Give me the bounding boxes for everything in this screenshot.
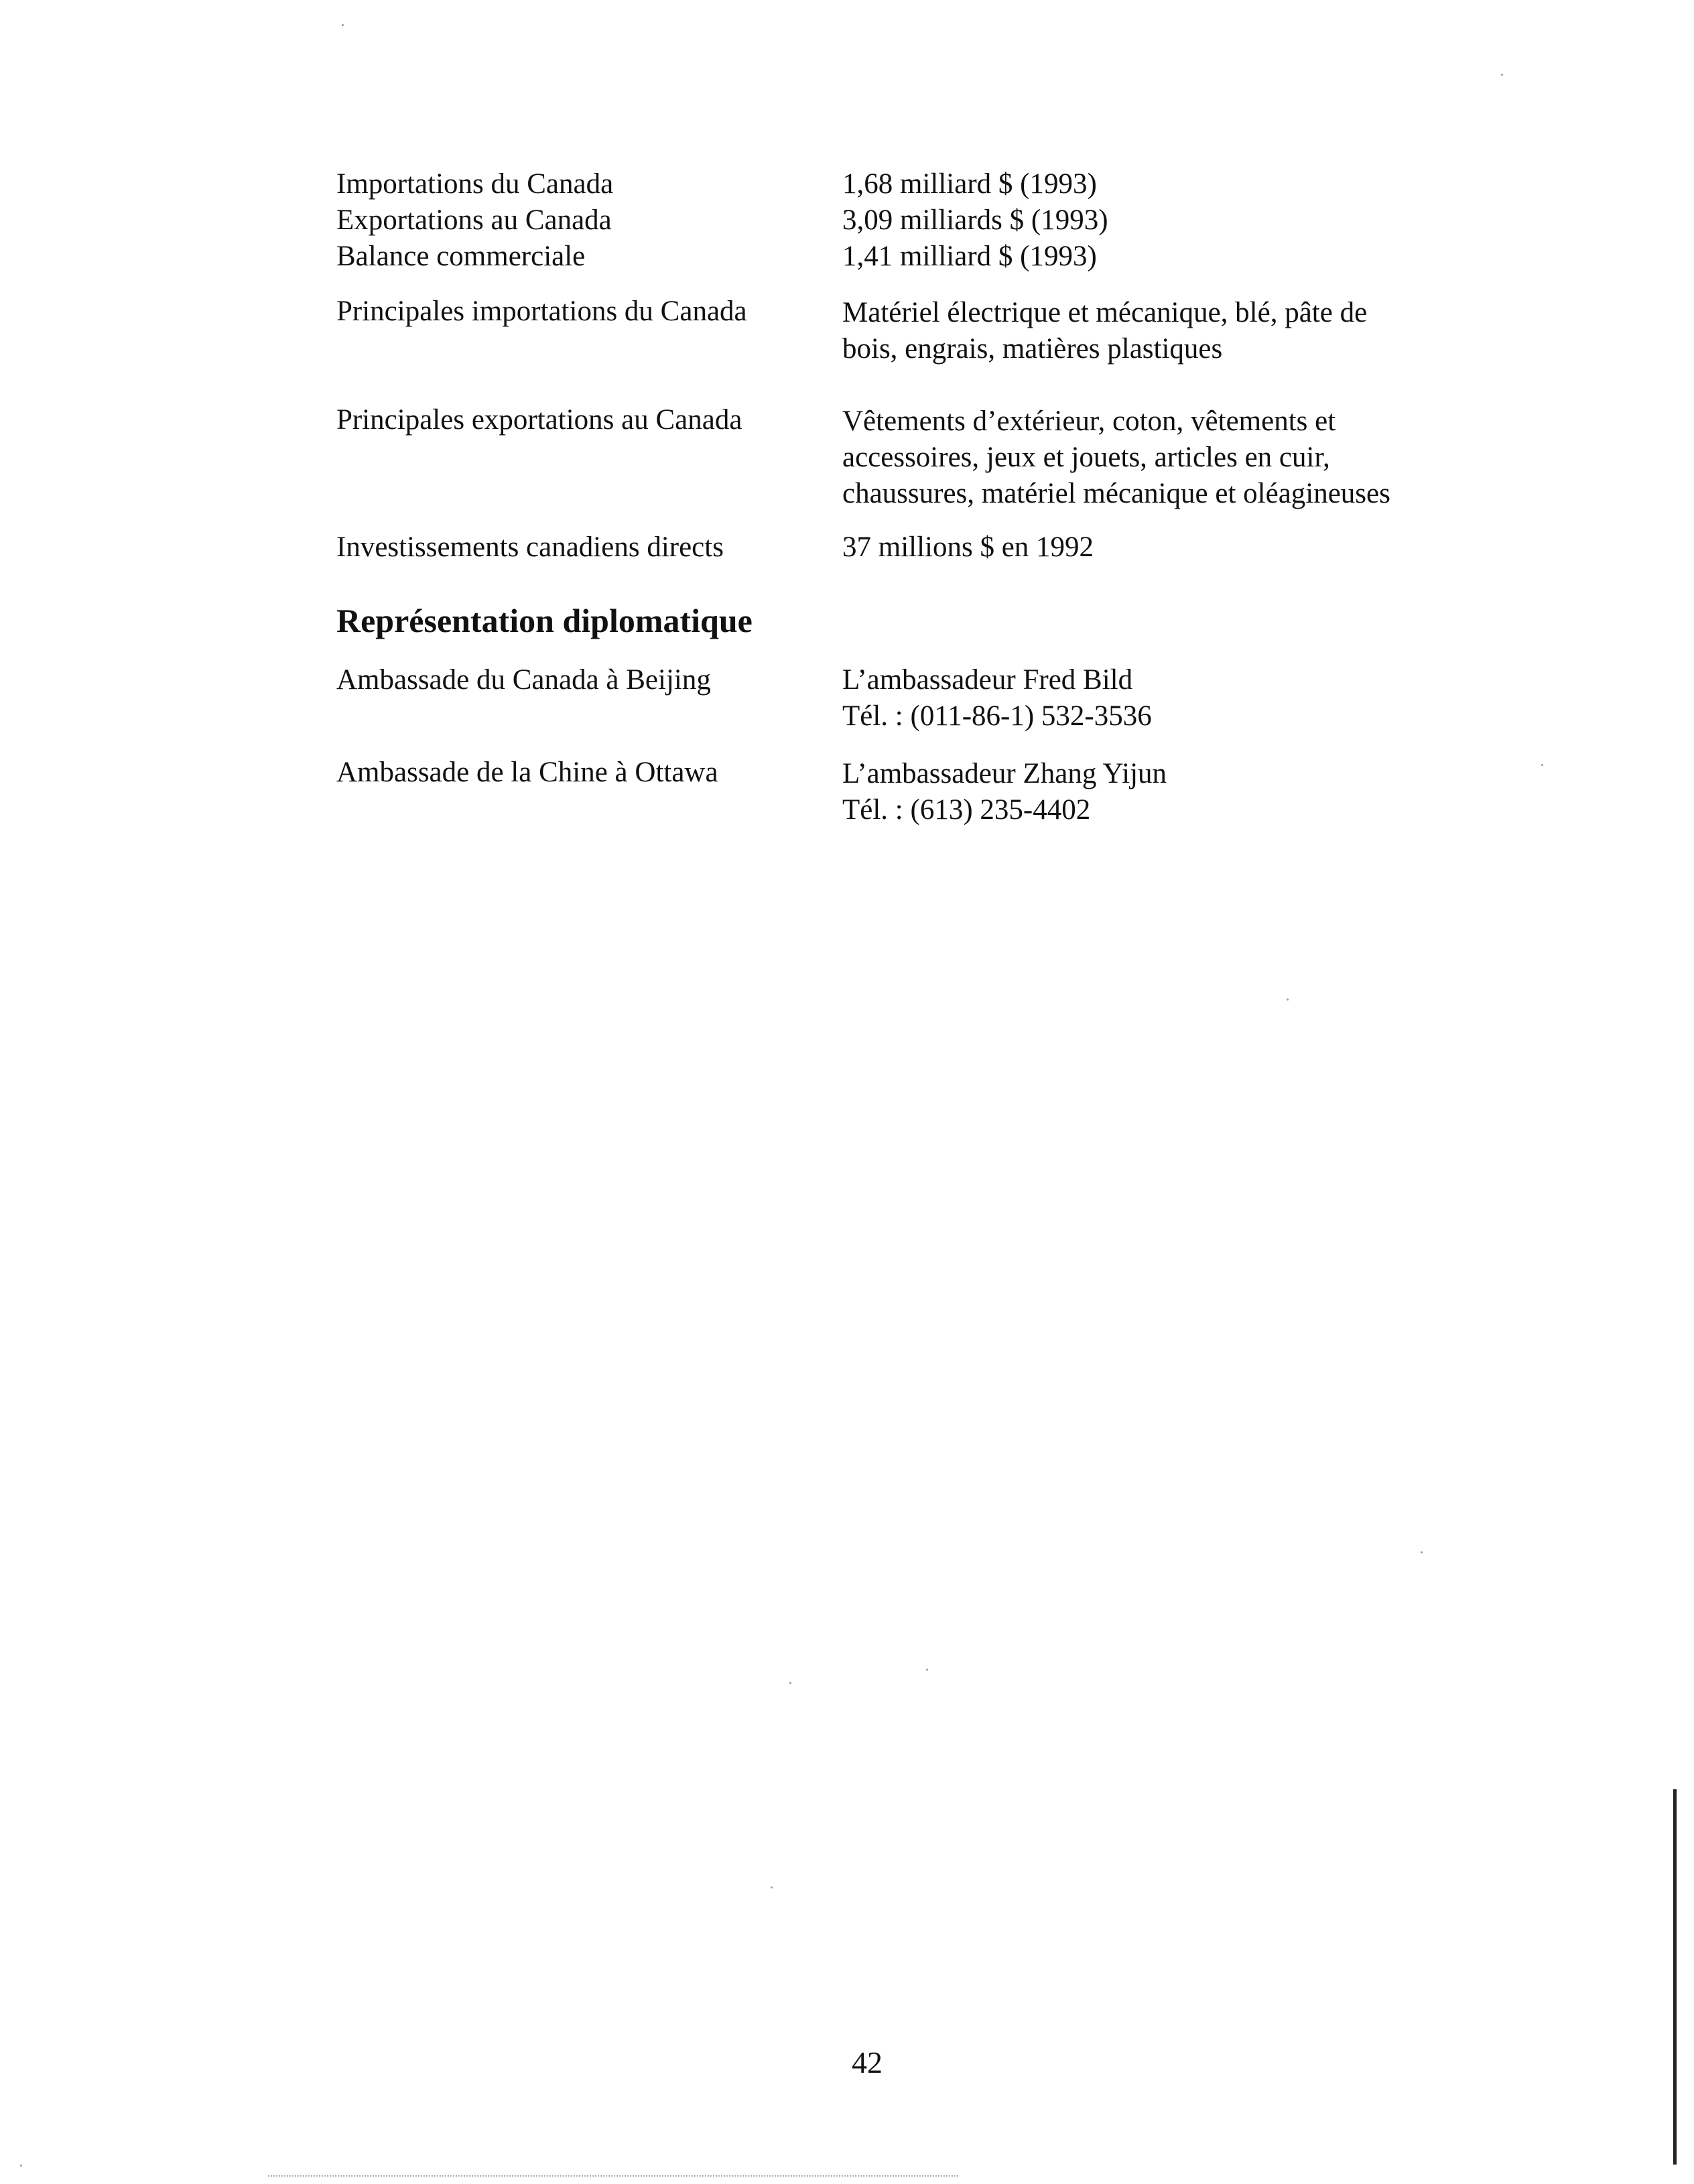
main-exports-line: accessoires, jeux et jouets, articles en cuir, (842, 442, 1330, 473)
scan-speck (1541, 764, 1543, 766)
scan-speck (789, 1682, 791, 1684)
exports-value: 3,09 milliards $ (1993) (842, 204, 1108, 236)
embassy-china-label: Ambassade de la Chine à Ottawa (336, 757, 718, 788)
embassy-canada-label: Ambassade du Canada à Beijing (336, 664, 711, 696)
main-exports-value (842, 403, 1390, 512)
main-exports-label: Principales exportations au Canada (336, 404, 742, 436)
investment-label: Investissements canadiens directs (336, 531, 724, 563)
scan-speck (342, 24, 344, 26)
scan-edge-line (1673, 1789, 1677, 2165)
main-exports-line: Vêtements d’extérieur, coton, vêtements et (842, 405, 1336, 437)
embassy-canada-value (842, 662, 1152, 734)
imports-value: 1,68 milliard $ (1993) (842, 168, 1097, 200)
scan-bottom-artifact (268, 2175, 958, 2178)
ambassador-name: L’ambassadeur Zhang Yijun (842, 758, 1167, 789)
scan-speck (771, 1886, 773, 1888)
scan-speck (1287, 999, 1289, 1001)
ambassador-name: L’ambassadeur Fred Bild (842, 664, 1133, 696)
scan-speck (1501, 74, 1503, 76)
main-exports-line: chaussures, matériel mécanique et oléagineuses (842, 478, 1390, 509)
page-number: 42 (852, 2045, 883, 2079)
trade-balance-label: Balance commerciale (336, 241, 586, 272)
scan-speck (20, 2165, 22, 2167)
embassy-china-value (842, 756, 1167, 828)
embassy-phone: Tél. : (613) 235-4402 (842, 794, 1091, 826)
main-imports-value (842, 295, 1367, 367)
scan-speck (926, 1669, 928, 1671)
investment-value: 37 millions $ en 1992 (842, 531, 1094, 563)
scan-speck (1421, 1551, 1423, 1553)
main-imports-line: bois, engrais, matières plastiques (842, 333, 1223, 365)
trade-balance-value: 1,41 milliard $ (1993) (842, 241, 1097, 272)
main-imports-label: Principales importations du Canada (336, 296, 747, 327)
embassy-phone: Tél. : (011-86-1) 532-3536 (842, 700, 1152, 732)
section-heading-diplomatic: Représentation diplomatique (336, 602, 753, 639)
imports-label: Importations du Canada (336, 168, 614, 200)
main-imports-line: Matériel électrique et mécanique, blé, pâte de (842, 297, 1368, 328)
exports-label: Exportations au Canada (336, 204, 612, 236)
